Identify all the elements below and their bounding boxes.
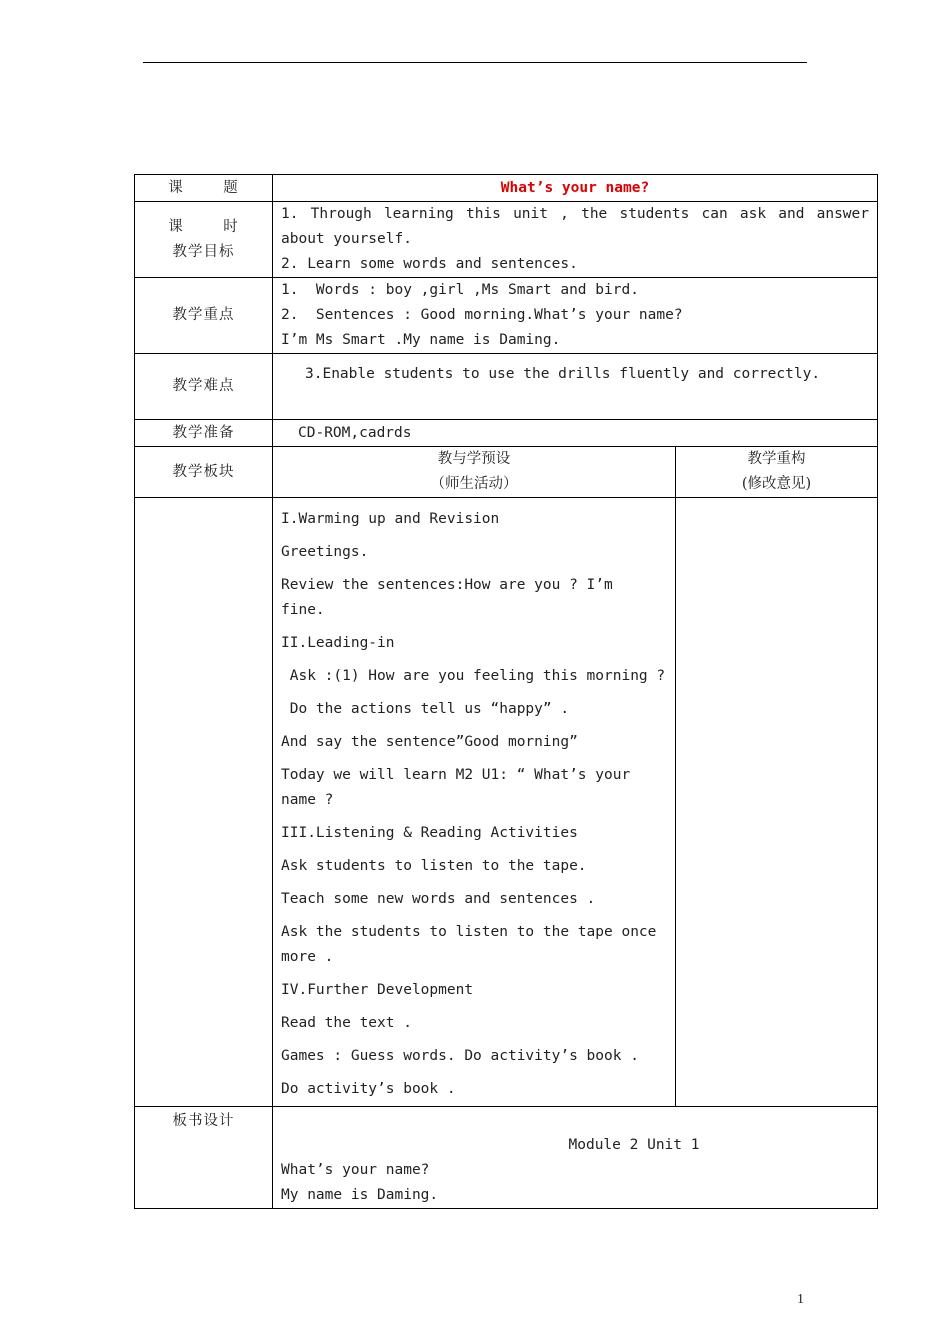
goals-cell (273, 202, 878, 278)
activity-line: Teach some new words and sentences . (281, 891, 596, 907)
row-preparation (135, 420, 878, 447)
row-activities (135, 498, 878, 1107)
label-preparation: 教学准备 (135, 420, 273, 447)
activity-line: Ask the students to listen to the tape once more . (281, 924, 657, 965)
label-topic: 课 题 (135, 175, 273, 202)
row-section-headers (135, 447, 878, 498)
preparation-cell: CD-ROM,cadrds (273, 420, 878, 447)
rebuild-notes-cell (676, 498, 878, 1107)
label-board-design: 板书设计 (135, 1107, 273, 1209)
activity-line: Do the actions tell us “happy” . (281, 701, 570, 717)
board-line: What’s your name? (281, 1162, 430, 1178)
header-rebuild: 教学重构 (修改意见) (676, 447, 878, 498)
goal-line: 1. Through learning this unit , the students can ask and answer (281, 206, 869, 222)
row-key-points (135, 278, 878, 354)
label-time-goals: 课 时 教学目标 (135, 202, 273, 278)
activity-line: And say the sentence”Good morning” (281, 734, 578, 750)
activity-line: Do activity’s book . (281, 1081, 456, 1097)
row-topic (135, 175, 878, 202)
activity-line: IV.Further Development (281, 982, 474, 998)
activities-cell (273, 498, 676, 1107)
board-heading: Module 2 Unit 1 (568, 1137, 700, 1153)
activity-line: Greetings. (281, 544, 369, 560)
activity-line: II.Leading-in (281, 635, 395, 651)
key-point-line: 1. Words : boy ,girl ,Ms Smart and bird. (281, 282, 639, 298)
board-line: My name is Daming. (281, 1187, 439, 1203)
board-design-cell (273, 1107, 878, 1209)
activity-line: Games : Guess words. Do activity’s book . (281, 1048, 639, 1064)
activity-line: Read the text . (281, 1015, 412, 1031)
goal-line: about yourself. (281, 231, 412, 247)
label-key-points: 教学重点 (135, 278, 273, 354)
activity-line: Ask students to listen to the tape. (281, 858, 587, 874)
header-preset: 教与学预设 （师生活动） (273, 447, 676, 498)
key-point-line: I’m Ms Smart .My name is Daming. (281, 332, 561, 348)
label-difficulties: 教学难点 (135, 354, 273, 420)
activities-label-cell (135, 498, 273, 1107)
lesson-plan-table (134, 174, 878, 1209)
key-points-cell (273, 278, 878, 354)
activity-line: Review the sentences:How are you ? I’m fine. (281, 577, 613, 618)
row-difficulties (135, 354, 878, 420)
label-sections: 教学板块 (135, 447, 273, 498)
activity-line: Today we will learn M2 U1: “ What’s your name ? (281, 767, 631, 808)
difficulty-cell: 3.Enable students to use the drills fluently and correctly. (273, 354, 878, 420)
page-number: 1 (797, 1292, 804, 1307)
header-rule (143, 62, 807, 63)
row-board-design (135, 1107, 878, 1209)
activity-line: Ask :(1) How are you feeling this morning ? (281, 668, 666, 684)
key-point-line: 2. Sentences : Good morning.What’s your name? (281, 307, 683, 323)
lesson-title: What’s your name? (273, 175, 878, 202)
activity-line: III.Listening & Reading Activities (281, 825, 578, 841)
goal-line: 2. Learn some words and sentences. (281, 256, 578, 272)
activity-line: I.Warming up and Revision (281, 511, 500, 527)
row-goals (135, 202, 878, 278)
